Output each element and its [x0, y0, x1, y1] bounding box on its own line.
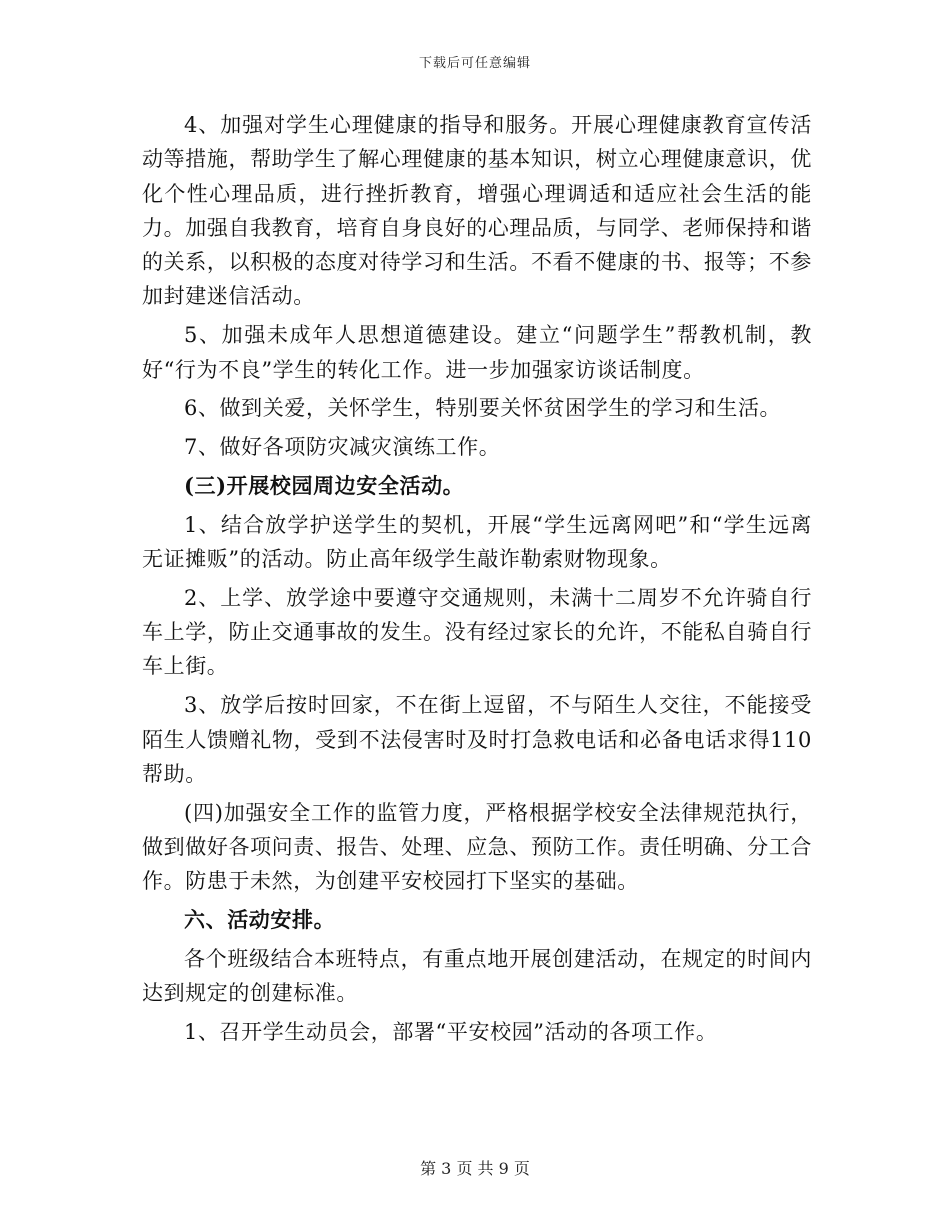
- page-header: 下载后可任意编辑: [418, 56, 531, 71]
- paragraph-item-7: 7、做好各项防灾减灾演练工作。: [184, 435, 501, 460]
- paragraph-item-2: 2、上学、放学途中要遵守交通规则，未满十二周岁不允许骑自行车上学，防止交通事故的发生。没有经过家长的允许，不能私自骑自行车上街。: [142, 585, 812, 679]
- paragraph-item-3: 3、放学后按时回家，不在街上逗留，不与陌生人交往，不能接受陌生人馈赠礼物，受到不法侵害时及时打急救电话和必备电话求得110帮助。: [142, 693, 812, 786]
- page-footer: 第 3 页 共 9 页: [420, 1159, 530, 1178]
- paragraph-item-6: 6、做到关爱，关怀学生，特别要关怀贫困学生的学习和生活。: [184, 396, 782, 421]
- section-heading-3: (三)开展校园周边安全活动。: [184, 472, 465, 498]
- section-paragraph-4: (四)加强安全工作的监管力度，严格根据学校安全法律规范执行，做到做好各项问责、报告、处理、应急、预防工作。责任明确、分工合作。防患于未然，为创建平安校园打下坚实的基础。: [142, 800, 812, 894]
- document-body: [142, 108, 812, 1054]
- paragraph-item-4: 4、加强对学生心理健康的指导和服务。开展心理健康教育宣传活动等措施，帮助学生了解心理健康的基本知识，树立心理健康意识，优化个性心理品质，进行挫折教育，增强心理调适和适应社会生活的能力。加强自我教育，培育自身良好的心理品质，与同学、老师保持和谐的关系，以积极的态度对待学习和生活。不看不健康的书、报等；不参加封建迷信活动。: [142, 113, 812, 309]
- section-heading-6: 六、活动安排。: [184, 907, 336, 933]
- paragraph-item-5: 5、加强未成年人思想道德建设。建立“问题学生”帮教机制，教好“行为不良”学生的转化工作。进一步加强家访谈话制度。: [142, 323, 812, 382]
- paragraph-item-1: 1、结合放学护送学生的契机，开展“学生远离网吧”和“学生远离无证摊贩”的活动。防止高年级学生敲诈勒索财物现象。: [142, 512, 812, 572]
- paragraph-activity-1: 1、召开学生动员会，部署“平安校园”活动的各项工作。: [184, 1019, 718, 1044]
- paragraph-intro: 各个班级结合本班特点，有重点地开展创建活动，在规定的时间内达到规定的创建标准。: [142, 946, 812, 1006]
